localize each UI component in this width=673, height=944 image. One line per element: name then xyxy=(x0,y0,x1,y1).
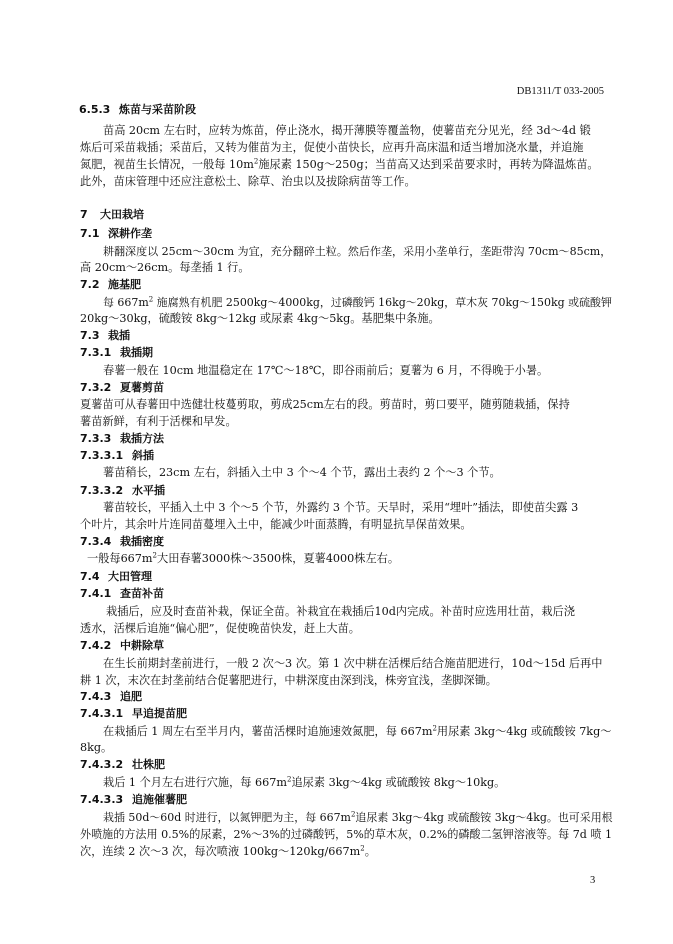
section-heading-7-3-3-2: 7.3.3.2 水平插 xyxy=(80,484,165,497)
paragraph-line: 20kg～30kg，硫酸铵 8kg～12kg 或尿素 4kg～5kg。基肥集中条施。 xyxy=(80,312,440,325)
section-heading-7-3-3: 7.3.3 栽插方法 xyxy=(80,432,164,445)
paragraph-line: 氮肥，视苗生长情况，一般每 $10m^2$施尿素 150g～250g；当苗高又达到采苗要求时，再转为降温炼苗。 xyxy=(80,157,599,171)
paragraph-line: 高 20cm～26cm。每垄插 1 行。 xyxy=(80,261,250,274)
section-heading-7-1: 7.1 深耕作垄 xyxy=(80,227,152,240)
paragraph-line: 栽插后，应及时查苗补栽，保证全苗。补栽宜在栽插后10d内完成。补苗时应选用壮苗，栽后浇 xyxy=(106,605,575,618)
section-heading-7-4-3-3: 7.4.3.3 追施催薯肥 xyxy=(80,793,187,806)
paragraph-line: 耕 1 次，末次在封垄前结合促薯肥进行，中耕深度由深到浅，株旁宜浅，垄脚深锄。 xyxy=(80,674,497,687)
section-heading-7-3: 7.3 栽插 xyxy=(80,329,130,342)
section-heading-7-4-3-1: 7.4.3.1 早追提苗肥 xyxy=(80,707,187,720)
section-heading-7-3-4: 7.3.4 栽插密度 xyxy=(80,535,164,548)
section-heading-6-5-3 xyxy=(79,103,196,117)
standard-code: DB1311/T 033-2005 xyxy=(516,86,604,97)
paragraph-line: 8kg。 xyxy=(80,741,113,754)
section-heading-7-4-3-2: 7.4.3.2 壮株肥 xyxy=(80,758,165,771)
section-heading-7-4-1: 7.4.1 查苗补苗 xyxy=(80,587,164,600)
section-heading-7-3-3-1: 7.3.3.1 斜插 xyxy=(80,449,154,462)
paragraph-line: 炼后可采苗栽插；采苗后，又转为催苗为主，促使小苗快长，应再升高床温和适当增加浇水量，并追施 xyxy=(80,141,584,154)
paragraph-line: 薯苗较长，平插入土中 3 个～5 个节，外露约 3 个节。天旱时，采用“埋叶”插法，即使苗尖露 3 xyxy=(103,501,579,514)
paragraph-line: 在栽插后 1 周左右至半月内，薯苗活棵时追施速效氮肥，每 $667m^2$用尿素 3kg～4kg 或硫酸铵 7kg～ xyxy=(103,724,612,738)
paragraph-line: 次，连续 2 次～3 次，每次喷液 $100kg\sim 120kg/667m^2$。 xyxy=(80,844,376,858)
paragraph-line: 每 $667m^2$ 施腐熟有机肥 2500kg～4000kg，过磷酸钙 16kg～20kg，草木灰 70kg～150kg 或硫酸钾 xyxy=(103,295,612,309)
section-heading-7-2: 7.2 施基肥 xyxy=(80,278,141,291)
paragraph-line: 夏薯苗可从春薯田中选健壮枝蔓剪取，剪成25cm左右的段。剪苗时，剪口要平，随剪随栽插，保持 xyxy=(80,398,570,411)
section-heading-7-4-3: 7.4.3 追肥 xyxy=(80,690,142,703)
page-number: 3 xyxy=(590,875,596,886)
paragraph-line: 个叶片，其余叶片连同苗蔓埋入土中，能减少叶面蒸腾，有明显抗旱保苗效果。 xyxy=(80,518,472,531)
section-number: 6.5.3 xyxy=(79,103,111,116)
section-heading-7: 7 大田栽培 xyxy=(80,208,144,221)
paragraph-line: 栽插 50d～60d 时进行，以氮钾肥为主，每 $667m^2$追尿素 3kg～4kg 或硫酸铵 3kg～4kg。也可采用根 xyxy=(103,810,613,824)
section-title: 炼苗与采苗阶段 xyxy=(119,103,196,116)
section-heading-7-4: 7.4 大田管理 xyxy=(80,570,152,583)
paragraph-line: 此外，苗床管理中还应注意松土、除草、治虫以及拔除病苗等工作。 xyxy=(80,175,416,188)
paragraph-line: 透水，活棵后追施“偏心肥”，促使晚苗快发，赶上大苗。 xyxy=(80,622,360,635)
paragraph-line: 苗高 20cm 左右时，应转为炼苗，停止浇水，揭开薄膜等覆盖物，使薯苗充分见光，经 3d～4d 锻 xyxy=(103,124,591,137)
paragraph-line: 一般每$667m^2$大田春薯3000株～3500株，夏薯4000株左右。 xyxy=(87,551,400,565)
paragraph-line: 外喷施的方法用 0.5%的尿素，2%～3%的过磷酸钙，5%的草木灰，0.2%的磷酸二氢钾溶液等。每 7d 喷 1 xyxy=(80,828,613,841)
paragraph-line: 栽后 1 个月左右进行穴施，每 $667m^2$追尿素 3kg～4kg 或硫酸铵 8kg～10kg。 xyxy=(103,775,506,789)
paragraph-line: 耕翻深度以 25cm～30cm 为宜，充分翻碎土粒。然后作垄，采用小垄单行，垄距带沟 70cm～85cm， xyxy=(103,245,612,258)
paragraph-line: 春薯一般在 10cm 地温稳定在 17℃～18℃，即谷雨前后；夏薯为 6 月，不得晚于小暑。 xyxy=(103,364,549,377)
paragraph-line: 薯苗稍长，23cm 左右，斜插入土中 3 个～4 个节，露出土表约 2 个～3 个节。 xyxy=(103,466,501,479)
section-heading-7-4-2: 7.4.2 中耕除草 xyxy=(80,639,164,652)
paragraph-line: 在生长前期封垄前进行，一般 2 次～3 次。第 1 次中耕在活棵后结合施苗肥进行，10d～15d 后再中 xyxy=(103,657,603,670)
section-heading-7-3-1: 7.3.1 栽插期 xyxy=(80,346,153,359)
section-heading-7-3-2: 7.3.2 夏薯剪苗 xyxy=(80,381,164,394)
paragraph-line: 薯苗新鲜，有利于活棵和早发。 xyxy=(80,415,237,428)
